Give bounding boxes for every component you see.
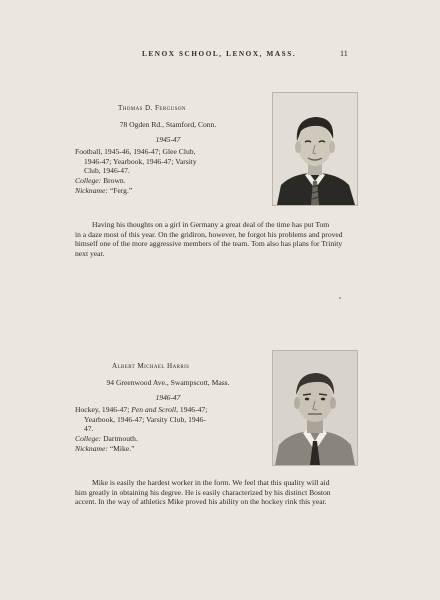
bio-line: accent. In the way of athletics Mike proved his ability on the hockey rink this year.: [75, 497, 327, 507]
student-address: 78 Ogden Rd., Stamford, Conn.: [119, 120, 217, 129]
running-head: LENOX SCHOOL, LENOX, MASS.: [142, 50, 297, 58]
page-number: 11: [340, 49, 348, 58]
bio-line: him greatly in obtaining his degree. He is easily characterized by his distinct Boston: [75, 487, 331, 497]
activities-line: Football, 1945-46, 1946-47; Glee Club,: [75, 147, 196, 156]
bio-line: next year.: [75, 248, 105, 258]
college-label: College:: [75, 176, 102, 185]
bio-line: in a daze most of this year. On the gridiron, however, he forgot his problems and proved: [75, 229, 343, 239]
nickname-label: Nickname:: [75, 444, 108, 453]
portrait-illustration: [273, 351, 357, 465]
page-header: [0, 50, 440, 64]
student-portrait-photo: [272, 350, 358, 466]
activities-text: , 1946-47;: [176, 405, 208, 414]
bio-line: Mike is easily the hardest worker in the form. We feel that this quality will aid: [92, 478, 330, 487]
college-line: [75, 434, 138, 443]
student-activities: [75, 405, 260, 434]
activities-line: [75, 405, 260, 415]
nickname-line: [75, 444, 134, 453]
student-bio: [75, 220, 370, 258]
activities-line: Club, 1946-47.: [84, 166, 130, 176]
activities-line: 1946-47; Yearbook, 1946-47; Varsity: [84, 156, 197, 166]
activities-text: Hockey, 1946-47;: [75, 405, 132, 414]
student-portrait-photo: [272, 92, 358, 206]
activities-line: Yearbook, 1946-47; Varsity Club, 1946-: [84, 414, 206, 424]
nickname-label: Nickname:: [75, 186, 108, 195]
college-value: Brown.: [103, 176, 126, 185]
student-address: 94 Greenwood Ave., Swampscott, Mass.: [106, 378, 230, 387]
nickname-line: [75, 186, 132, 195]
nickname-value: “Ferg.”: [109, 186, 133, 195]
college-line: [75, 176, 126, 185]
portrait-illustration: [273, 93, 357, 205]
bio-line: himself one of the more aggressive members of the team. Tom also has plans for Trinity: [75, 239, 343, 249]
activities-text-italic: Pen and Scroll: [131, 405, 177, 414]
student-years: 1945-47: [155, 135, 181, 144]
student-years: 1946-47: [155, 393, 181, 402]
nickname-value: “Mike.”: [109, 444, 135, 453]
student-activities: [75, 147, 260, 176]
student-bio: [75, 478, 370, 507]
college-value: Dartmouth.: [103, 434, 138, 443]
college-label: College:: [75, 434, 102, 443]
activities-line: 47.: [84, 424, 94, 434]
student-name: Thomas D. Ferguson: [118, 104, 186, 112]
bio-line: Having his thoughts on a girl in Germany a great deal of the time has put Tom: [92, 220, 330, 229]
paper-speck: [339, 297, 341, 299]
student-name: Albert Michael Harris: [112, 362, 190, 370]
